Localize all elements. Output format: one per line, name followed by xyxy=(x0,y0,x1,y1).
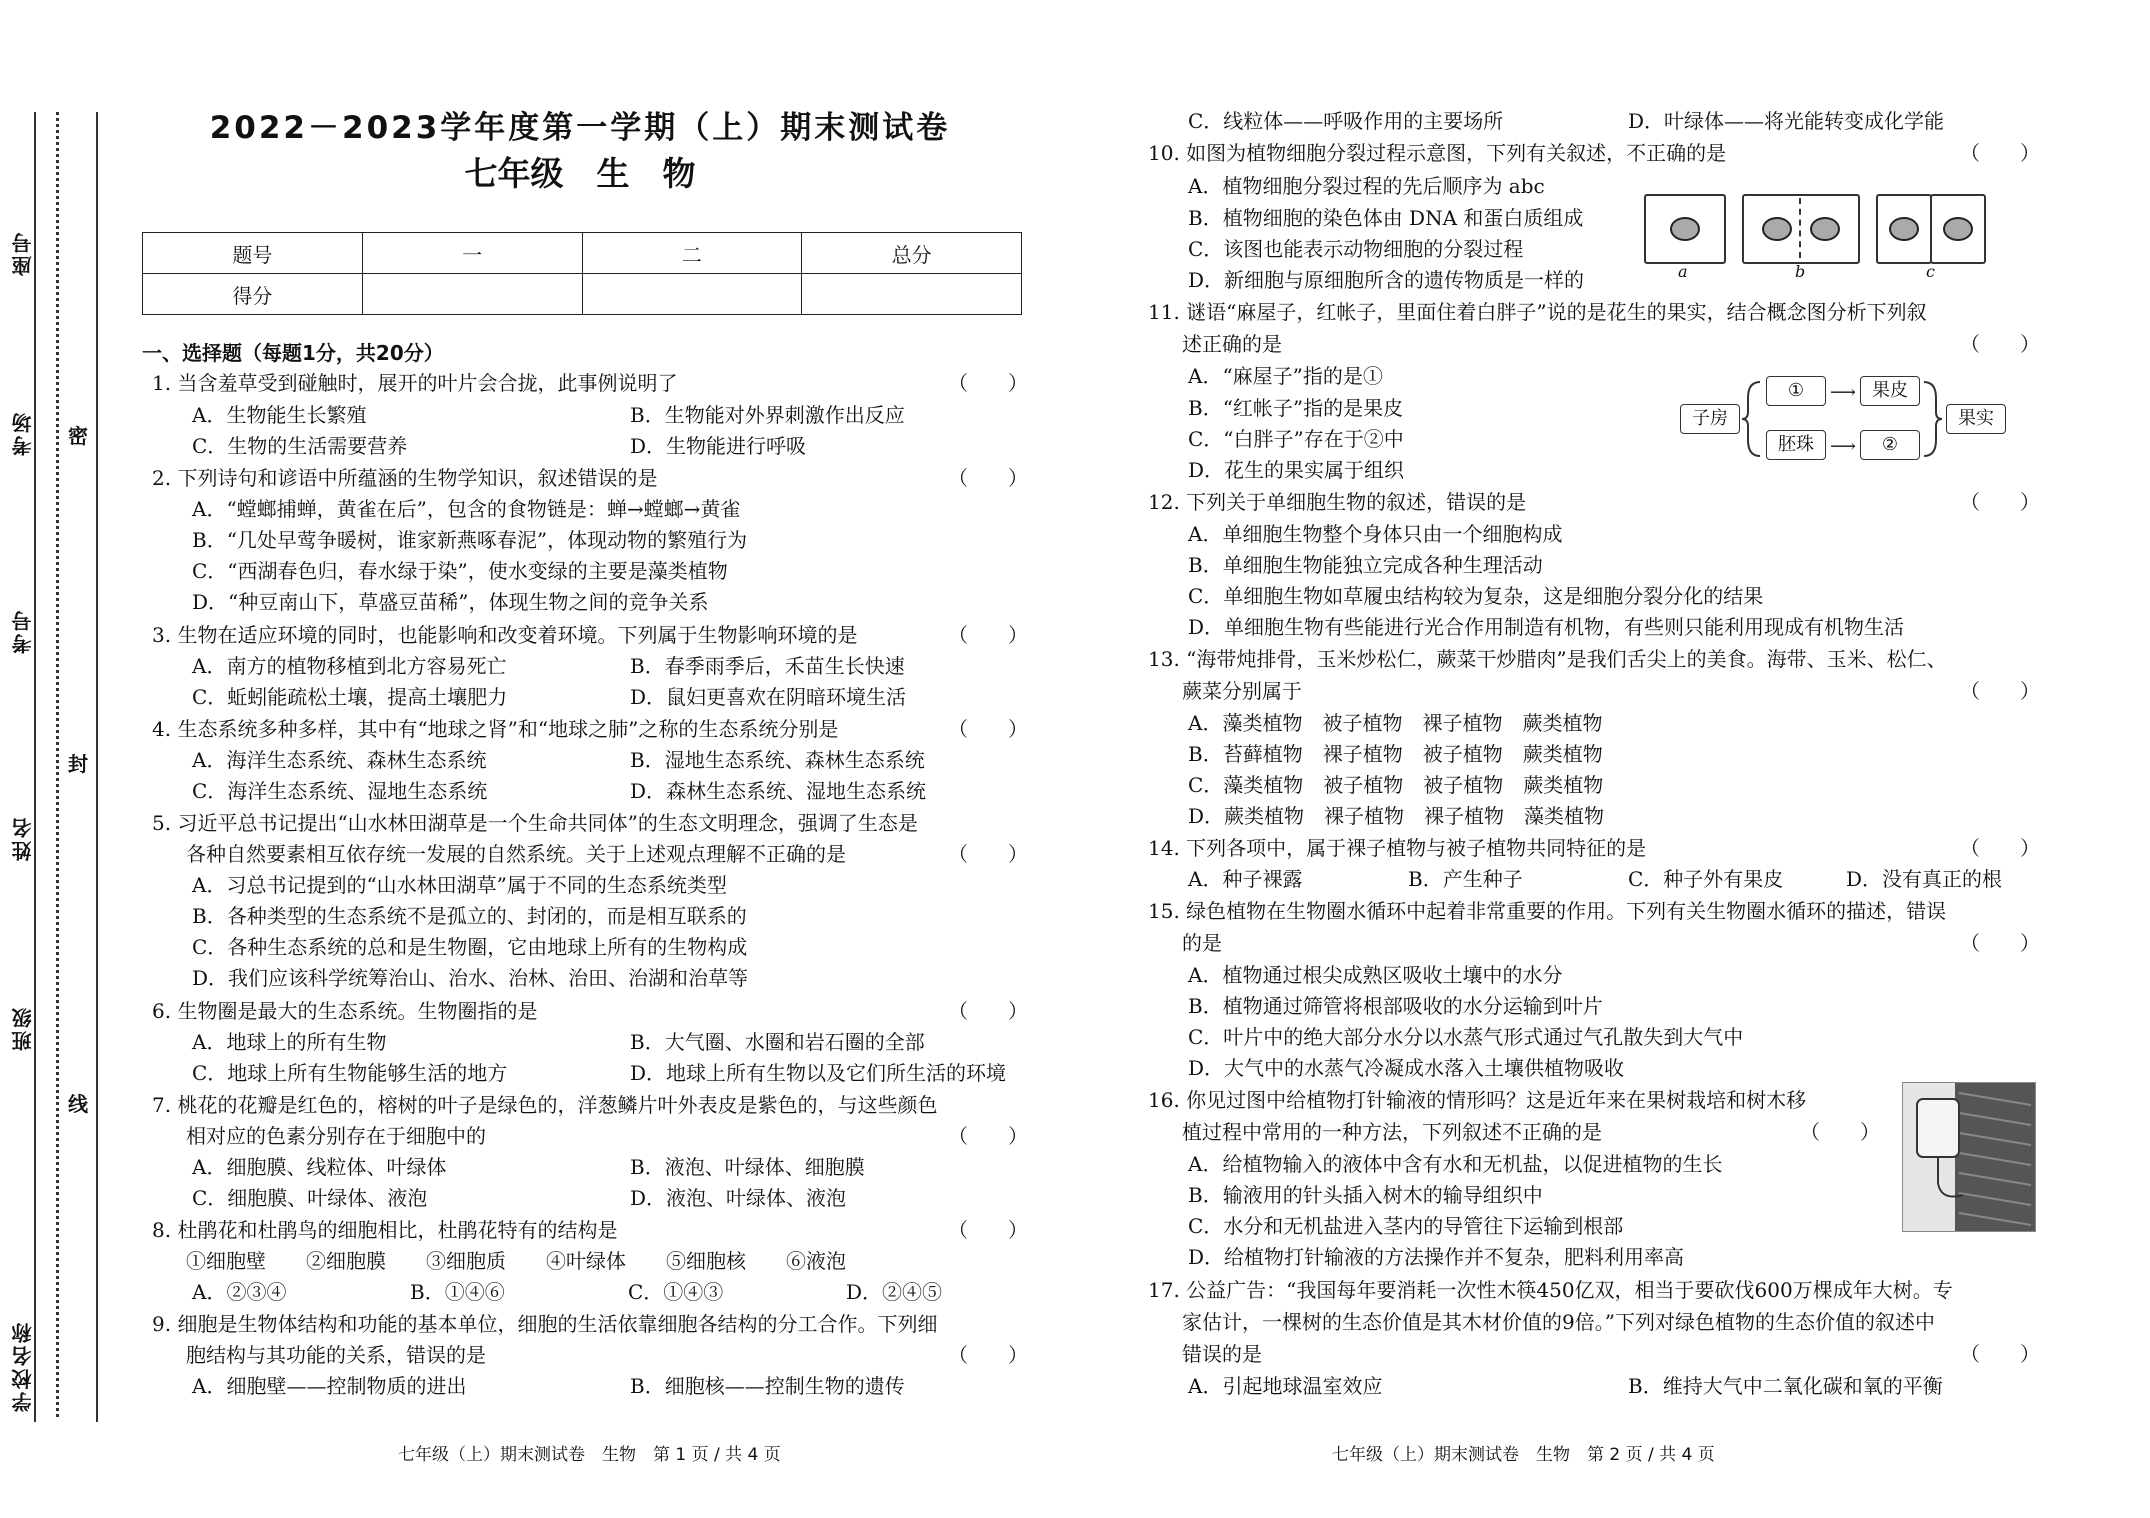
q12-option-c: C．单细胞生物如草履虫结构较为复杂，这是细胞分裂分化的结果 xyxy=(1188,584,1764,608)
q17-stem-line2: 家估计，一棵树的生态价值是其木材价值的9倍。”下列对绿色植物的生态价值的叙述中 xyxy=(1182,1310,1935,1334)
q9-answer-paren[interactable]: （ ） xyxy=(948,1343,1028,1367)
q11-option-a: A．“麻屋子”指的是① xyxy=(1188,364,1383,388)
q7-answer-paren[interactable]: （ ） xyxy=(948,1124,1028,1148)
class-label: 班级 xyxy=(11,1005,35,1051)
q12-option-b: B．单细胞生物能独立完成各种生理活动 xyxy=(1188,553,1543,577)
cell-a xyxy=(1644,194,1726,264)
map-arrow-1: ⟶ xyxy=(1830,382,1856,403)
q15-answer-paren[interactable]: （ ） xyxy=(1960,931,2040,955)
q7-option-a: A．细胞膜、线粒体、叶绿体 xyxy=(192,1155,447,1179)
q15-option-c: C．叶片中的绝大部分水分以水蒸气形式通过气孔散失到大气中 xyxy=(1188,1025,1744,1049)
q1-option-b: B．生物能对外界刺激作出反应 xyxy=(630,403,905,427)
name-label: 姓名 xyxy=(11,815,35,861)
q9-option-a: A．细胞壁——控制物质的进出 xyxy=(192,1374,467,1398)
q3-option-b: B．春季雨季后，禾苗生长快速 xyxy=(630,654,905,678)
q4-option-a: A．海洋生态系统、森林生态系统 xyxy=(192,748,487,772)
q3-stem: 3. 生物在适应环境的同时，也能影响和改变着环境。下列属于生物影响环境的是 xyxy=(152,623,858,647)
q17-answer-paren[interactable]: （ ） xyxy=(1960,1342,2040,1366)
q15-option-a: A．植物通过根尖成熟区吸收土壤中的水分 xyxy=(1188,963,1563,987)
map-brace-left xyxy=(1740,378,1764,460)
section1-title: 一、选择题（每题1分，共20分） xyxy=(142,341,444,365)
q4-answer-paren[interactable]: （ ） xyxy=(948,717,1028,741)
q12-option-d: D．单细胞生物有些能进行光合作用制造有机物，有些则只能利用现成有机物生活 xyxy=(1188,615,1905,639)
q3-option-c: C．蚯蚓能疏松土壤，提高土壤肥力 xyxy=(192,685,508,709)
q16-option-d: D．给植物打针输液的方法操作并不复杂，肥料利用率高 xyxy=(1188,1245,1685,1269)
school-name-label: 学校名称 xyxy=(11,1320,35,1412)
q17-option-a: A．引起地球温室效应 xyxy=(1188,1374,1383,1398)
q14-stem: 14. 下列各项中，属于裸子植物与被子植物共同特征的是 xyxy=(1148,836,1647,860)
q5-stem-line2: 各种自然要素相互依存统一发展的自然系统。关于上述观点理解不正确的是 xyxy=(186,842,846,866)
cut-line-dotted xyxy=(56,112,59,1417)
q7-option-c: C．细胞膜、叶绿体、液泡 xyxy=(192,1186,428,1210)
q17-option-b: B．维持大气中二氧化碳和氧的平衡 xyxy=(1628,1374,1943,1398)
q12-answer-paren[interactable]: （ ） xyxy=(1960,490,2040,514)
q14-option-a: A．种子裸露 xyxy=(1188,867,1303,891)
q17-stem-line1: 17. 公益广告：“我国每年要消耗一次性木筷450亿双，相当于要砍伐600万棵成年大树。专 xyxy=(1148,1278,1953,1302)
map-ovule: 胚珠 xyxy=(1766,430,1826,460)
q4-stem: 4. 生态系统多种多样，其中有“地球之肾”和“地球之肺”之称的生态系统分别是 xyxy=(152,717,839,741)
q5-option-d: D．我们应该科学统筹治山、治水、治林、治田、治湖和治草等 xyxy=(192,966,749,990)
score-row-label: 得分 xyxy=(143,274,363,315)
seat-number-label: 座号 xyxy=(11,230,35,276)
q13-stem-line2: 蕨菜分别属于 xyxy=(1182,679,1302,703)
q10-option-c: C．该图也能表示动物细胞的分裂过程 xyxy=(1188,237,1524,261)
q4-option-b: B．湿地生态系统、森林生态系统 xyxy=(630,748,925,772)
q10-answer-paren[interactable]: （ ） xyxy=(1960,141,2040,165)
q1-option-d: D．生物能进行呼吸 xyxy=(630,434,807,458)
q15-stem-line1: 15. 绿色植物在生物圈水循环中起着非常重要的作用。下列有关生物圈水循环的描述，错误 xyxy=(1148,899,1947,923)
q13-option-a: A．藻类植物 被子植物 裸子植物 蕨类植物 xyxy=(1188,711,1603,735)
seal-word-xian: 线 xyxy=(68,1092,88,1116)
q5-option-c: C．各种生态系统的总和是生物圈，它由地球上所有的生物构成 xyxy=(192,935,748,959)
cell-b-nucleus-right xyxy=(1810,217,1840,241)
q2-answer-paren[interactable]: （ ） xyxy=(948,466,1028,490)
q17-stem-line3: 错误的是 xyxy=(1182,1342,1262,1366)
q9-option-c: C．线粒体——呼吸作用的主要场所 xyxy=(1188,109,1504,133)
q8-stem: 8. 杜鹃花和杜鹃鸟的细胞相比，杜鹃花特有的结构是 xyxy=(152,1218,618,1242)
page2-footer: 七年级（上）期末测试卷 生物 第 2 页 / 共 4 页 xyxy=(1332,1445,1715,1465)
q13-answer-paren[interactable]: （ ） xyxy=(1960,679,2040,703)
map-pericarp: 果皮 xyxy=(1860,376,1920,406)
map-fruit: 果实 xyxy=(1946,404,2006,434)
q2-option-a: A．“螳螂捕蝉，黄雀在后”，包含的食物链是：蝉→螳螂→黄雀 xyxy=(192,497,741,521)
q11-option-d: D．花生的果实属于组织 xyxy=(1188,458,1405,482)
q6-option-d: D．地球上所有生物以及它们所生活的环境 xyxy=(630,1061,1007,1085)
q9-option-d: D．叶绿体——将光能转变成化学能 xyxy=(1628,109,1945,133)
fruit-concept-map xyxy=(1680,376,2040,466)
q3-option-d: D．鼠妇更喜欢在阴暗环境生活 xyxy=(630,685,907,709)
cell-c-right xyxy=(1930,194,1986,264)
q6-option-a: A．地球上的所有生物 xyxy=(192,1030,387,1054)
score-cell-part1[interactable] xyxy=(362,274,582,315)
q1-option-c: C．生物的生活需要营养 xyxy=(192,434,408,458)
map-arrow-2: ⟶ xyxy=(1830,436,1856,457)
cell-a-label: a xyxy=(1678,262,1688,281)
cell-c-right-nucleus xyxy=(1943,217,1973,241)
q11-answer-paren[interactable]: （ ） xyxy=(1960,332,2040,356)
q16-option-a: A．给植物输入的液体中含有水和无机盐，以促进植物的生长 xyxy=(1188,1152,1723,1176)
q5-option-a: A．习总书记提到的“山水林田湖草”属于不同的生态系统类型 xyxy=(192,873,727,897)
exam-room-label: 考场 xyxy=(11,410,35,456)
q11-option-c: C．“白胖子”存在于②中 xyxy=(1188,427,1404,451)
score-col-total: 总分 xyxy=(802,233,1022,274)
q13-option-d: D．蕨类植物 裸子植物 裸子植物 藻类植物 xyxy=(1188,804,1605,828)
q2-option-d: D．“种豆南山下，草盛豆苗稀”，体现生物之间的竞争关系 xyxy=(192,590,709,614)
q6-option-b: B．大气圈、水圈和岩石圈的全部 xyxy=(630,1030,925,1054)
q8-option-c: C．①④③ xyxy=(628,1280,724,1304)
q2-stem: 2. 下列诗句和谚语中所蕴涵的生物学知识，叙述错误的是 xyxy=(152,466,658,490)
cell-division-figure xyxy=(1640,192,2040,288)
q11-stem-line1: 11. 谜语“麻屋子，红帐子，里面住着白胖子”说的是花生的果实，结合概念图分析下列叙 xyxy=(1148,300,1927,324)
q12-stem: 12. 下列关于单细胞生物的叙述，错误的是 xyxy=(1148,490,1527,514)
q16-option-b: B．输液用的针头插入树木的输导组织中 xyxy=(1188,1183,1543,1207)
q13-stem-line1: 13. “海带炖排骨，玉米炒松仁，蕨菜干炒腊肉”是我们舌尖上的美食。海带、玉米、松仁、 xyxy=(1148,647,1947,671)
q1-answer-paren[interactable]: （ ） xyxy=(948,371,1028,395)
score-table-header-row xyxy=(143,233,1022,274)
q5-answer-paren[interactable]: （ ） xyxy=(948,842,1028,866)
q14-answer-paren[interactable]: （ ） xyxy=(1960,836,2040,860)
q13-option-b: B．苔藓植物 裸子植物 被子植物 蕨类植物 xyxy=(1188,742,1603,766)
page1-footer: 七年级（上）期末测试卷 生物 第 1 页 / 共 4 页 xyxy=(398,1445,781,1465)
q13-option-c: C．藻类植物 被子植物 被子植物 蕨类植物 xyxy=(1188,773,1604,797)
q7-stem-line1: 7. 桃花的花瓣是红色的，榕树的叶子是绿色的，洋葱鳞片叶外表皮是紫色的，与这些颜色 xyxy=(152,1093,938,1117)
q8-option-a: A．②③④ xyxy=(192,1280,287,1304)
map-brace-right xyxy=(1920,378,1944,460)
q6-stem: 6. 生物圈是最大的生态系统。生物圈指的是 xyxy=(152,999,538,1023)
q8-option-d: D．②④⑤ xyxy=(846,1280,943,1304)
q16-answer-paren[interactable]: （ ） xyxy=(1800,1120,1880,1144)
q9-stem-line1: 9. 细胞是生物体结构和功能的基本单位，细胞的生活依靠细胞各结构的分工合作。下列细 xyxy=(152,1312,938,1336)
map-node-1: ① xyxy=(1766,376,1826,406)
q4-option-c: C．海洋生态系统、湿地生态系统 xyxy=(192,779,488,803)
q3-answer-paren[interactable]: （ ） xyxy=(948,623,1028,647)
seal-word-feng: 封 xyxy=(68,752,88,776)
q8-structure-list: ①细胞壁 ②细胞膜 ③细胞质 ④叶绿体 ⑤细胞核 ⑥液泡 xyxy=(186,1249,846,1273)
q16-stem-line1: 16. 你见过图中给植物打针输液的情形吗？这是近年来在果树栽培和树木移 xyxy=(1148,1088,1807,1112)
q5-stem-line1: 5. 习近平总书记提出“山水林田湖草是一个生命共同体”的生态文明理念，强调了生态是 xyxy=(152,811,918,835)
score-cell-part2[interactable] xyxy=(582,274,802,315)
tree-infusion-photo xyxy=(1902,1082,2036,1232)
outer-rule xyxy=(34,112,36,1422)
exam-title: 2022－2023学年度第一学期（上）期末测试卷 xyxy=(209,110,951,146)
seal-word-mi: 密 xyxy=(68,424,88,448)
q1-option-a: A．生物能生长繁殖 xyxy=(192,403,367,427)
cell-b-nucleus-left xyxy=(1762,217,1792,241)
q16-option-c: C．水分和无机盐进入茎内的导管往下运输到根部 xyxy=(1188,1214,1624,1238)
score-table xyxy=(142,232,1022,315)
cell-b-label: b xyxy=(1795,262,1806,281)
q10-option-a: A．植物细胞分裂过程的先后顺序为 abc xyxy=(1188,174,1545,198)
map-ovary: 子房 xyxy=(1680,404,1740,434)
q6-answer-paren[interactable]: （ ） xyxy=(948,999,1028,1023)
q14-option-b: B．产生种子 xyxy=(1408,867,1523,891)
q11-option-b: B．“红帐子”指的是果皮 xyxy=(1188,396,1404,420)
q11-stem-line2: 述正确的是 xyxy=(1182,332,1282,356)
score-col-question: 题号 xyxy=(143,233,363,274)
q12-option-a: A．单细胞生物整个身体只由一个细胞构成 xyxy=(1188,522,1563,546)
score-cell-total[interactable] xyxy=(802,274,1022,315)
q4-option-d: D．森林生态系统、湿地生态系统 xyxy=(630,779,927,803)
q7-stem-line2: 相对应的色素分别存在于细胞中的 xyxy=(186,1124,486,1148)
cell-c-left-nucleus xyxy=(1889,217,1919,241)
score-col-part1: 一 xyxy=(362,233,582,274)
q2-option-c: C．“西湖春色归，春水绿于染”，使水变绿的主要是藻类植物 xyxy=(192,559,728,583)
q10-option-b: B．植物细胞的染色体由 DNA 和蛋白质组成 xyxy=(1188,206,1584,230)
cell-c-label: c xyxy=(1926,262,1935,281)
cell-b-division-line xyxy=(1799,198,1801,258)
q2-option-b: B．“几处早莺争暖树，谁家新燕啄春泥”，体现动物的繁殖行为 xyxy=(192,528,748,552)
inner-rule xyxy=(96,112,98,1422)
q7-option-b: B．液泡、叶绿体、细胞膜 xyxy=(630,1155,865,1179)
q3-option-a: A．南方的植物移植到北方容易死亡 xyxy=(192,654,507,678)
q15-option-d: D．大气中的水蒸气冷凝成水落入土壤供植物吸收 xyxy=(1188,1056,1625,1080)
score-table-score-row xyxy=(143,274,1022,315)
q15-stem-line2: 的是 xyxy=(1182,931,1222,955)
map-node-2: ② xyxy=(1860,430,1920,460)
q15-option-b: B．植物通过筛管将根部吸收的水分运输到叶片 xyxy=(1188,994,1603,1018)
q14-option-c: C．种子外有果皮 xyxy=(1628,867,1784,891)
q9-option-b: B．细胞核——控制生物的遗传 xyxy=(630,1374,905,1398)
cell-c-left xyxy=(1876,194,1932,264)
q10-stem: 10. 如图为植物细胞分裂过程示意图，下列有关叙述，不正确的是 xyxy=(1148,141,1727,165)
q5-option-b: B．各种类型的生态系统不是孤立的、封闭的，而是相互联系的 xyxy=(192,904,747,928)
binding-strip xyxy=(0,0,110,1430)
score-col-part2: 二 xyxy=(582,233,802,274)
tree-trunk-image xyxy=(1903,1083,2035,1231)
q8-option-b: B．①④⑥ xyxy=(410,1280,505,1304)
cell-b xyxy=(1742,194,1860,264)
q16-stem-line2: 植过程中常用的一种方法，下列叙述不正确的是 xyxy=(1182,1120,1602,1144)
q1-stem: 1. 当含羞草受到碰触时，展开的叶片会合拢，此事例说明了 xyxy=(152,371,678,395)
exam-number-label: 考号 xyxy=(11,608,35,654)
q7-option-d: D．液泡、叶绿体、液泡 xyxy=(630,1186,847,1210)
q9-stem-line2: 胞结构与其功能的关系，错误的是 xyxy=(186,1343,486,1367)
q8-answer-paren[interactable]: （ ） xyxy=(948,1218,1028,1242)
q14-option-d: D．没有真正的根 xyxy=(1846,867,2003,891)
cell-a-nucleus xyxy=(1670,217,1700,241)
exam-subtitle: 七年级 生 物 xyxy=(464,154,696,193)
q10-option-d: D．新细胞与原细胞所含的遗传物质是一样的 xyxy=(1188,268,1585,292)
q6-option-c: C．地球上所有生物能够生活的地方 xyxy=(192,1061,508,1085)
